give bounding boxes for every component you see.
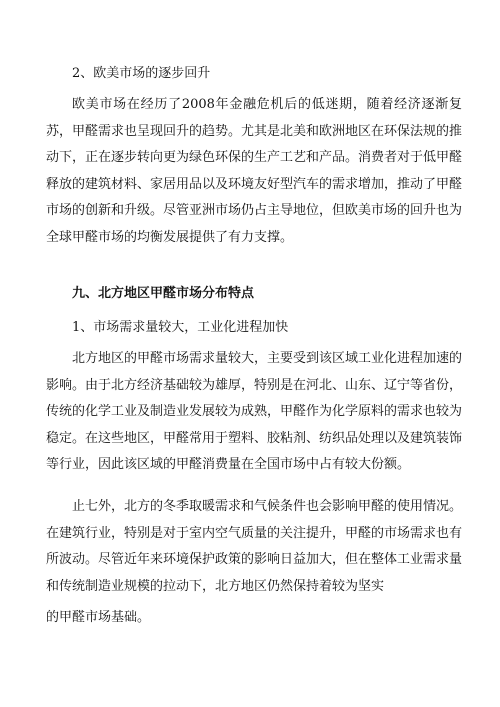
section-2-heading: 2、欧美市场的逐步回升	[72, 66, 211, 81]
section-2-paragraph: 欧美市场在经历了2008年金融危机后的低迷期，随着经济逐渐复苏，甲醛需求也呈现回升的趋势。尤其是北美和欧洲地区在环保法规的推动下，正在逐步转向更为绿色环保的生产工艺和产品。消费者对于低甲醛释放的建筑材料、家居用品以及环境友好型汽车的需求增加，推动了甲醛市场的创新和升级。尽管亚洲市场仍占主导地位，但欧美市场的回升也为全球甲醛市场的均衡发展提供了有力支撑。	[46, 97, 463, 245]
subsection-1-paragraph: 北方地区的甲醛市场需求量较大，主要受到该区域工业化进程加速的影响。由于北方经济基础较为雄厚，特别是在河北、山东、辽宁等省份，传统的化学工业及制造业发展较为成熟，甲醛作为化学原料的需求也较为稳定。在这些地区，甲醛常用于塑料、胶粘剂、纺织品处理以及建筑装饰等行业，因此该区域的甲醛消费量在全国市场中占有较大份额。	[46, 351, 463, 472]
chapter-9-heading: 九、北方地区甲醛市场分布特点	[72, 286, 255, 301]
subsection-1-body	[46, 346, 462, 479]
subsection-1-paragraph-2-tail: 的甲醛市场基础。	[46, 610, 151, 625]
subsection-1-body-2	[46, 494, 462, 600]
subsection-1-heading: 1、市场需求量较大，工业化进程加快	[72, 320, 289, 335]
subsection-1-paragraph-2: 止七外，北方的冬季取暖需求和气候条件也会影响甲醛的使用情况。在建筑行业，特别是对于室内空气质量的关注提升，甲醛的市场需求也有所波动。尽管近年来环境保护政策的影响日益加大，但在整体工业需求量和传统制造业规模的拉动下，北方地区仍然保持着较为坚实	[46, 499, 463, 594]
section-2-body	[46, 92, 462, 251]
